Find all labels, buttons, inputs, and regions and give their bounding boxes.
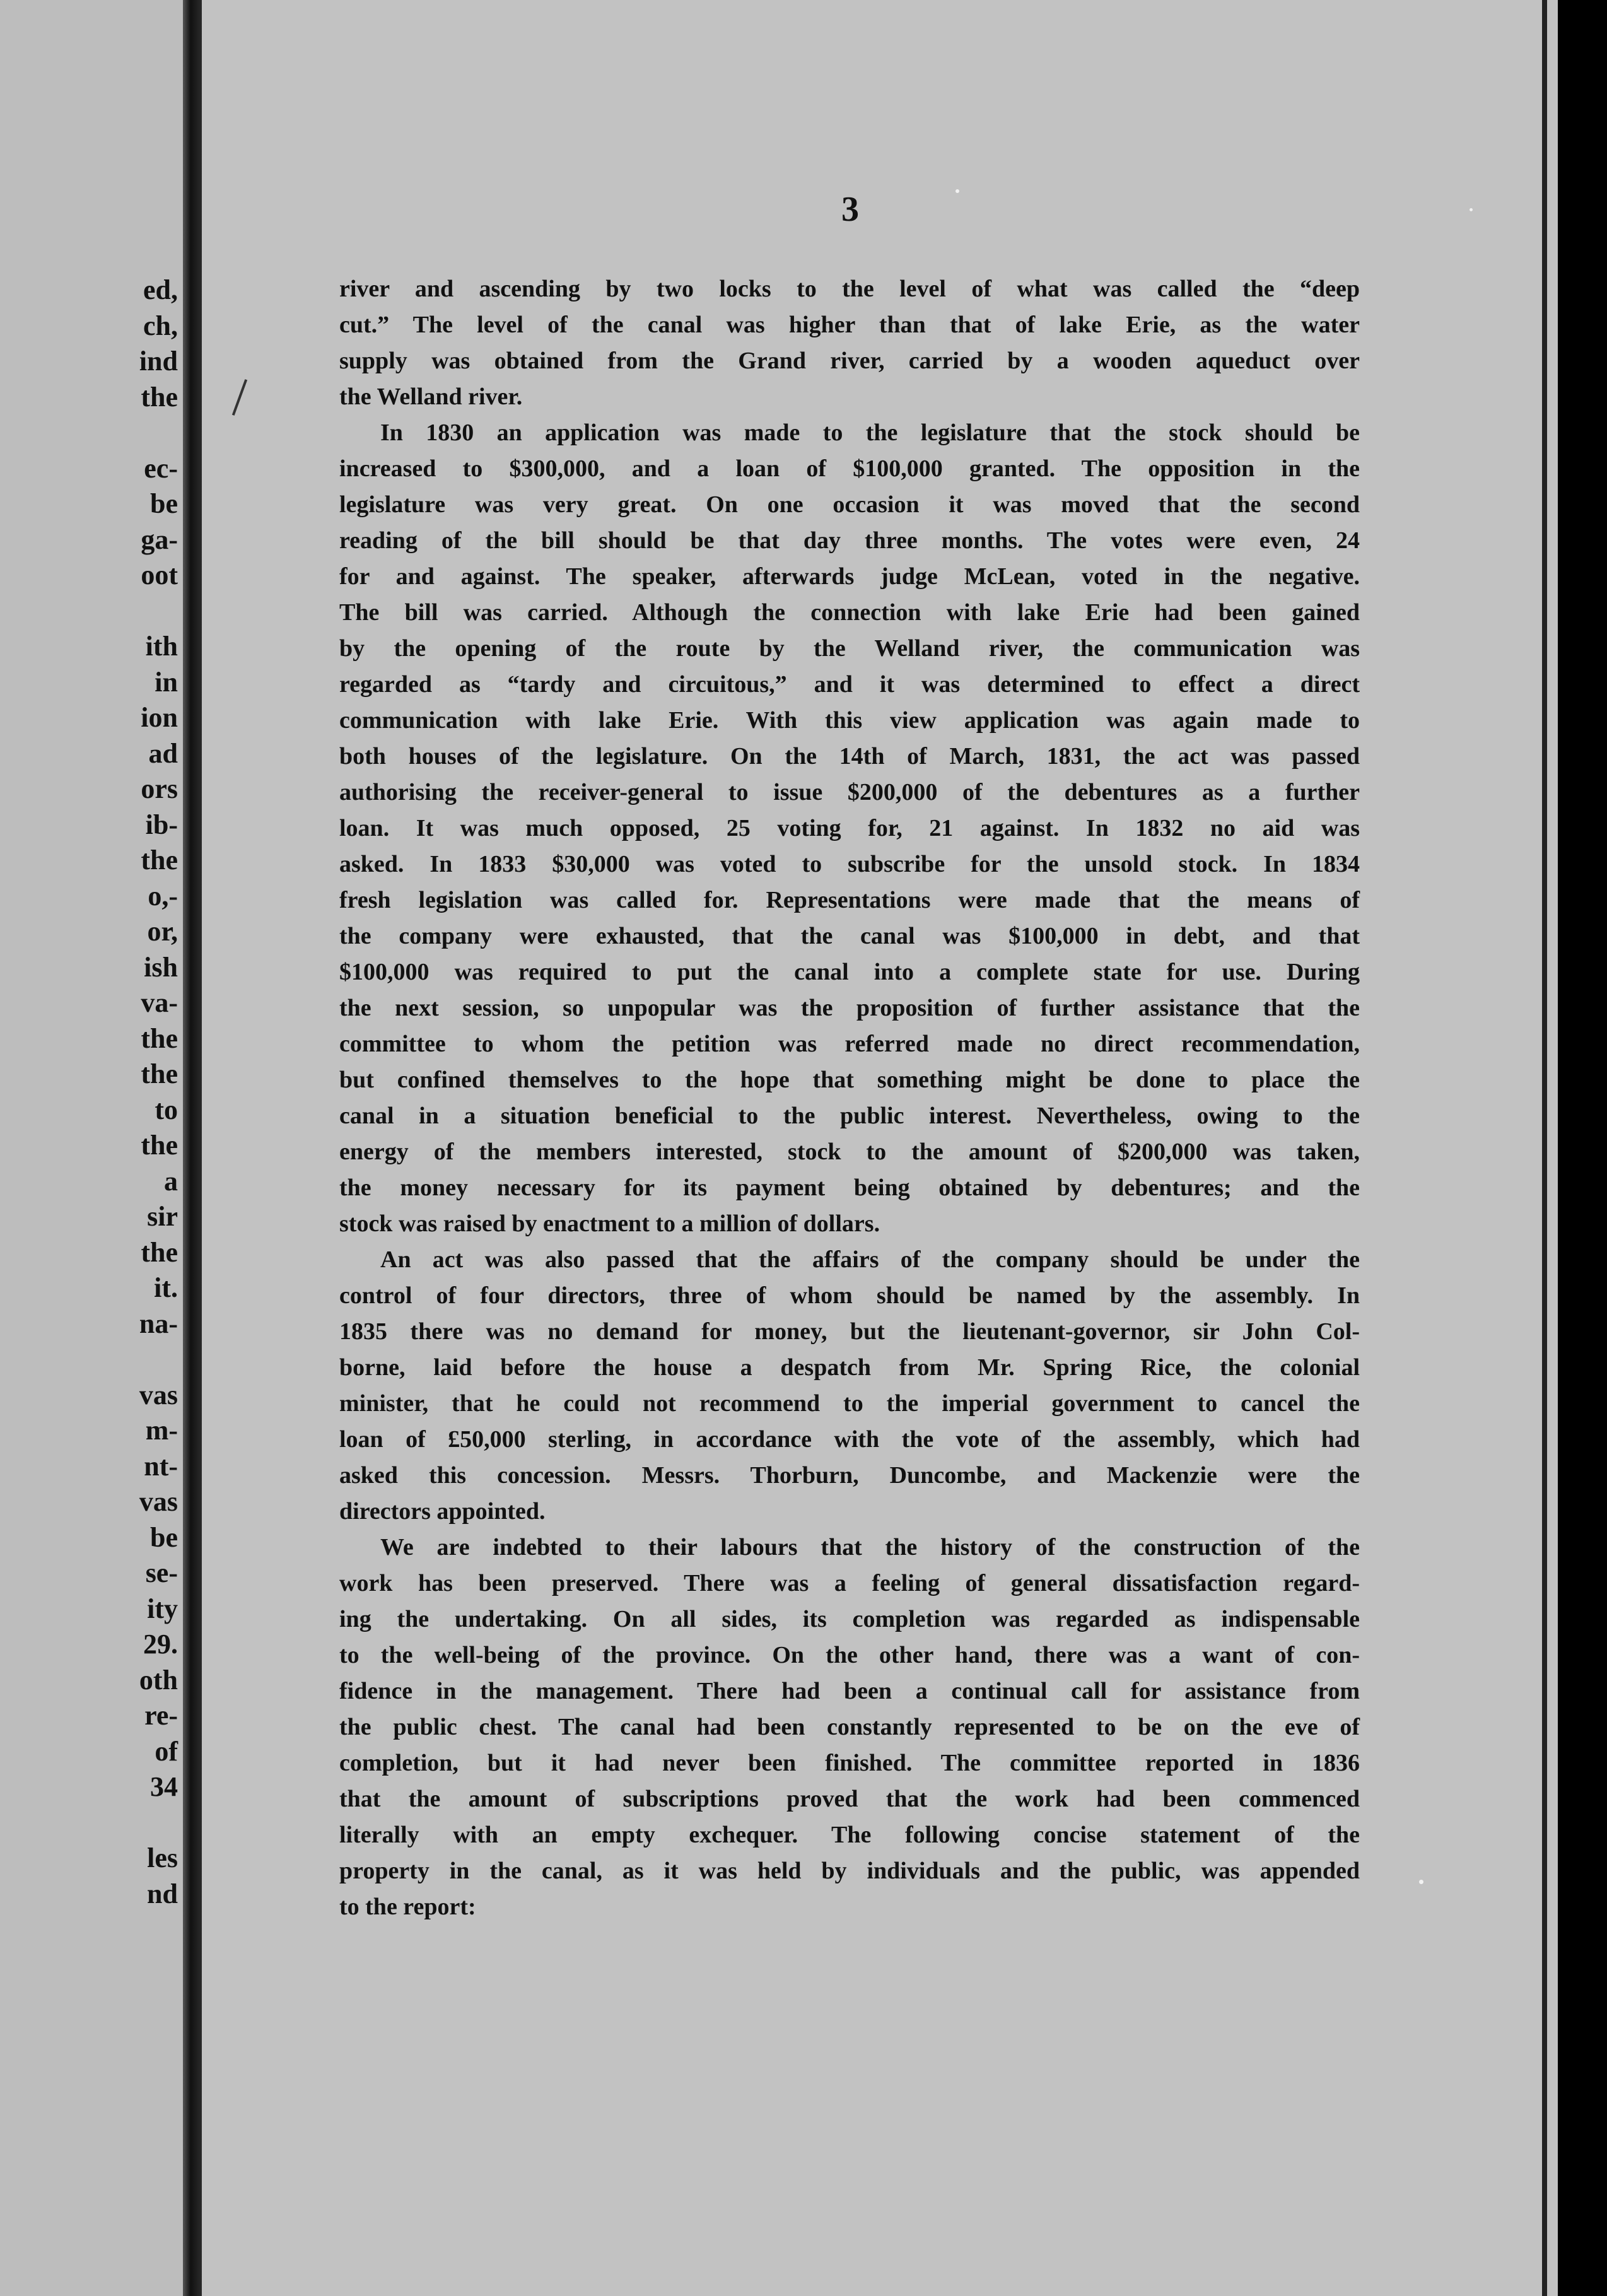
- text-line: completion, but it had never been finished. The committee reported in 1836: [339, 1750, 1360, 1776]
- text-line: communication with lake Erie. With this view application was again made to: [339, 707, 1360, 734]
- previous-page-fragment: m-: [145, 1415, 178, 1446]
- text-line: the Welland river.: [339, 384, 523, 410]
- text-line: supply was obtained from the Grand river, carried by a wooden aqueduct over: [339, 348, 1360, 374]
- text-line: river and ascending by two locks to the level of what was called the “deep: [339, 276, 1360, 302]
- previous-page-fragment: oth: [139, 1664, 178, 1696]
- text-line: loan of £50,000 sterling, in accordance with the vote of the assembly, which had: [339, 1426, 1360, 1453]
- paper-speck: [1419, 1880, 1423, 1884]
- text-line: to the well-being of the province. On the other hand, there was a want of con-: [339, 1642, 1360, 1668]
- text-line: property in the canal, as it was held by individuals and the public, was appended: [339, 1858, 1360, 1884]
- text-line: literally with an empty exchequer. The following concise statement of the: [339, 1822, 1360, 1848]
- previous-page-fragment: vas: [139, 1379, 178, 1410]
- text-line: cut.” The level of the canal was higher than that of lake Erie, as the water: [339, 312, 1360, 338]
- previous-page-fragment: ib-: [145, 809, 178, 840]
- text-line: the next session, so unpopular was the proposition of further assistance that the: [339, 995, 1360, 1021]
- previous-page-fragment: the: [141, 381, 178, 413]
- text-line: by the opening of the route by the Welland river, the communication was: [339, 635, 1360, 662]
- paper-speck: [1470, 208, 1473, 211]
- previous-page-fragment: or,: [147, 916, 178, 947]
- previous-page-fragment: ith: [145, 631, 178, 662]
- text-line: stock was raised by enactment to a million of dollars.: [339, 1210, 880, 1237]
- text-line: legislature was very great. On one occasion it was moved that the second: [339, 491, 1360, 518]
- text-line: regarded as “tardy and circuitous,” and it was determined to effect a direct: [339, 671, 1360, 698]
- body-text: [339, 271, 1360, 1925]
- previous-page-fragment: ed,: [143, 274, 178, 305]
- previous-page-fragment: the: [141, 1022, 178, 1054]
- previous-page-fragment: ity: [147, 1593, 178, 1624]
- previous-page-edge: [0, 0, 183, 2296]
- previous-page-fragment: ga-: [141, 524, 178, 555]
- previous-page-fragment: it.: [154, 1272, 178, 1303]
- previous-page-fragment: be: [150, 488, 178, 519]
- previous-page-fragment: re-: [144, 1700, 178, 1731]
- previous-page-fragment: sir: [147, 1201, 178, 1232]
- previous-page-fragment: ors: [141, 773, 178, 804]
- page-edge-shadow: [1542, 0, 1547, 2296]
- previous-page-fragment: be: [150, 1521, 178, 1553]
- book-gutter: [183, 0, 202, 2296]
- previous-page-fragment: o,-: [148, 880, 178, 911]
- previous-page-fragment: the: [141, 845, 178, 876]
- text-line: authorising the receiver-general to issue $200,000 of the debentures as a further: [339, 779, 1360, 805]
- previous-page-fragment: va-: [141, 987, 178, 1018]
- text-line: ing the undertaking. On all sides, its completion was regarded as indispensable: [339, 1606, 1360, 1632]
- text-line: borne, laid before the house a despatch from Mr. Spring Rice, the colonial: [339, 1354, 1360, 1381]
- text-line: In 1830 an application was made to the legislature that the stock should be: [380, 419, 1360, 446]
- previous-page-fragment: of: [155, 1735, 178, 1767]
- previous-page-fragment: ad: [148, 737, 178, 769]
- previous-page-fragment: to: [155, 1094, 178, 1125]
- previous-page-fragment: the: [141, 1236, 178, 1268]
- paragraph: [339, 1530, 1360, 1925]
- text-line: energy of the members interested, stock to the amount of $200,000 was taken,: [339, 1139, 1360, 1165]
- previous-page-fragment: les: [147, 1842, 178, 1873]
- text-line: control of four directors, three of whom should be named by the assembly. In: [339, 1282, 1360, 1309]
- previous-page-fragment: in: [155, 666, 178, 698]
- text-line: $100,000 was required to put the canal into a complete state for use. During: [339, 959, 1360, 985]
- paragraph: [339, 1242, 1360, 1530]
- text-line: fresh legislation was called for. Representations were made that the means of: [339, 887, 1360, 913]
- paragraph: [339, 271, 1360, 415]
- text-line: directors appointed.: [339, 1498, 546, 1525]
- text-line: loan. It was much opposed, 25 voting for, 21 against. In 1832 no aid was: [339, 815, 1360, 841]
- paper-speck: [955, 189, 959, 193]
- text-line: both houses of the legislature. On the 14th of March, 1831, the act was passed: [339, 743, 1360, 770]
- text-line: the money necessary for its payment being obtained by debentures; and the: [339, 1174, 1360, 1201]
- text-line: minister, that he could not recommend to the imperial government to cancel the: [339, 1390, 1360, 1417]
- text-line: asked this concession. Messrs. Thorburn, Duncombe, and Mackenzie were the: [339, 1462, 1360, 1489]
- text-line: asked. In 1833 $30,000 was voted to subscribe for the unsold stock. In 1834: [339, 851, 1360, 877]
- previous-page-fragment: vas: [139, 1486, 178, 1517]
- previous-page-fragment: ec-: [144, 452, 178, 484]
- previous-page-fragment: nt-: [144, 1450, 178, 1482]
- text-line: canal in a situation beneficial to the public interest. Nevertheless, owing to the: [339, 1103, 1360, 1129]
- previous-page-fragment: na-: [139, 1308, 178, 1339]
- text-line: We are indebted to their labours that the history of the construction of the: [380, 1534, 1360, 1561]
- text-line: reading of the bill should be that day three months. The votes were even, 24: [339, 527, 1360, 554]
- previous-page-fragment: ch,: [143, 310, 178, 341]
- page-number: 3: [841, 190, 859, 229]
- previous-page-fragment: ion: [141, 702, 178, 733]
- text-line: fidence in the management. There had been a continual call for assistance from: [339, 1678, 1360, 1704]
- previous-page-fragment: 34: [150, 1771, 178, 1802]
- text-line: An act was also passed that the affairs of the company should be under the: [380, 1246, 1360, 1273]
- previous-page-fragment: the: [141, 1058, 178, 1089]
- text-line: work has been preserved. There was a feeling of general dissatisfaction regard-: [339, 1570, 1360, 1596]
- previous-page-fragment: ind: [139, 346, 178, 377]
- text-line: the company were exhausted, that the canal was $100,000 in debt, and that: [339, 923, 1360, 949]
- previous-page-fragment: ish: [144, 951, 178, 983]
- text-line: but confined themselves to the hope that something might be done to place the: [339, 1067, 1360, 1093]
- previous-page-fragment: a: [164, 1165, 178, 1197]
- text-line: The bill was carried. Although the connection with lake Erie had been gained: [339, 599, 1360, 626]
- previous-page-fragment: nd: [147, 1878, 178, 1909]
- text-line: to the report:: [339, 1894, 476, 1920]
- text-line: that the amount of subscriptions proved that the work had been commenced: [339, 1786, 1360, 1812]
- text-line: committee to whom the petition was referred made no direct recommendation,: [339, 1031, 1360, 1057]
- previous-page-fragment: oot: [141, 559, 178, 590]
- previous-page-fragment: the: [141, 1130, 178, 1161]
- text-line: increased to $300,000, and a loan of $100,000 granted. The opposition in the: [339, 455, 1360, 482]
- text-line: 1835 there was no demand for money, but the lieutenant-governor, sir John Col-: [339, 1318, 1360, 1345]
- previous-page-fragment: se-: [145, 1557, 178, 1588]
- previous-page-fragment: 29.: [143, 1629, 178, 1660]
- text-line: the public chest. The canal had been constantly represented to be on the eve of: [339, 1714, 1360, 1740]
- text-line: for and against. The speaker, afterwards judge McLean, voted in the negative.: [339, 563, 1360, 590]
- paragraph: [339, 415, 1360, 1242]
